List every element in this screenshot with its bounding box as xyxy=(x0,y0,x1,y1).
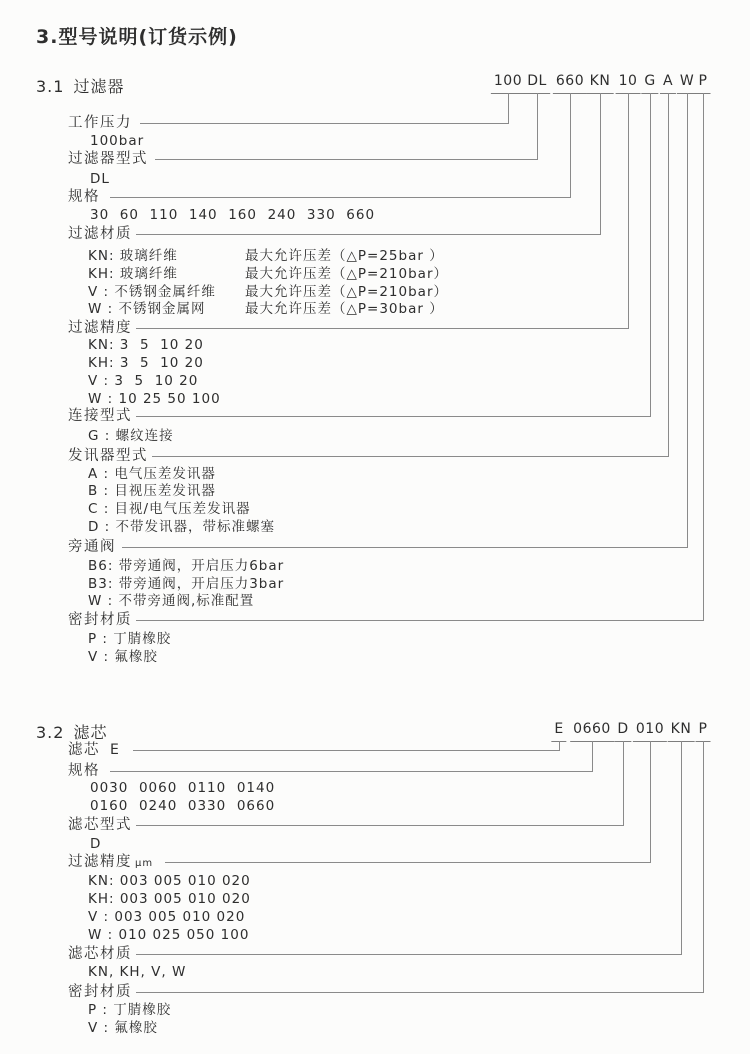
connector-hline-indicator xyxy=(152,456,669,457)
element-code-size: 0660 xyxy=(570,722,614,742)
connector-hline-size xyxy=(110,197,571,198)
element-section-number: 3.2 xyxy=(36,723,65,742)
detail-element-size-row1: 0030 0060 0110 0140 xyxy=(90,780,276,796)
filter-code-media: KN xyxy=(587,74,614,94)
detail-filter-type: DL xyxy=(90,171,110,187)
media-name: V : 不锈钢金属纤维 xyxy=(88,284,216,300)
media-name: W : 不锈钢金属网 xyxy=(88,301,206,317)
detail-media-v xyxy=(88,285,448,300)
detail-element-micron-kn: KN: 003 005 010 020 xyxy=(88,873,251,889)
detail-connection-g: G : 螺纹连接 xyxy=(88,428,174,444)
row-label-element-type: 滤芯型式 xyxy=(68,817,132,833)
element-code-prefix: E xyxy=(551,722,566,742)
element-code-micron: 010 xyxy=(633,722,667,742)
filter-section-number: 3.1 xyxy=(36,77,65,96)
media-name: KN: 玻璃纤维 xyxy=(88,248,178,264)
connector-vline-working-pressure xyxy=(508,93,509,123)
detail-media-kn xyxy=(88,249,444,264)
element-code-element-type: D xyxy=(614,722,631,742)
detail-micron-v: V : 3 5 10 20 xyxy=(88,373,199,389)
detail-size-options: 30 60 110 140 160 240 330 660 xyxy=(90,207,376,223)
row-label-connection: 连接型式 xyxy=(68,408,132,424)
connector-hline-connection xyxy=(136,416,651,417)
connector-vline-size xyxy=(570,93,571,197)
detail-micron-kh: KH: 3 5 10 20 xyxy=(88,355,204,371)
detail-indicator-b: B : 目视压差发讯器 xyxy=(88,483,216,499)
filter-code-filter-type: DL xyxy=(524,74,550,94)
row-label-working-pressure: 工作压力 xyxy=(68,115,132,131)
connector-vline-indicator xyxy=(668,93,669,456)
detail-bypass-b3: B3: 带旁通阀，开启压力3bar xyxy=(88,576,285,592)
connector-vline-element-seal xyxy=(703,741,704,992)
detail-seal-v: V : 氟橡胶 xyxy=(88,649,158,665)
filter-code-working-pressure: 100 xyxy=(491,74,525,94)
connector-vline-element-type xyxy=(623,741,624,825)
filter-code-seal: P xyxy=(696,74,711,94)
detail-element-micron-w: W : 010 025 050 100 xyxy=(88,927,250,943)
detail-media-w xyxy=(88,302,444,317)
connector-hline-element-media xyxy=(136,954,682,955)
connector-vline-element-size xyxy=(592,741,593,771)
connector-vline-media xyxy=(600,93,601,234)
connector-vline-element-prefix xyxy=(559,741,560,750)
media-maxdp: 最大允许压差（△P=210bar） xyxy=(245,266,448,282)
detail-element-seal-v: V : 氟橡胶 xyxy=(88,1020,158,1036)
row-label-filter-type: 过滤器型式 xyxy=(68,151,148,167)
connector-vline-element-media xyxy=(681,741,682,954)
media-maxdp: 最大允许压差（△P=30bar ） xyxy=(245,301,444,317)
detail-seal-p: P : 丁腈橡胶 xyxy=(88,631,172,647)
row-label-seal: 密封材质 xyxy=(68,612,132,628)
connector-hline-filter-type xyxy=(155,159,538,160)
detail-element-type-d: D xyxy=(90,836,102,852)
media-maxdp: 最大允许压差（△P=210bar） xyxy=(245,284,448,300)
detail-indicator-d: D : 不带发讯器，带标准螺塞 xyxy=(88,519,276,535)
filter-code-size: 660 xyxy=(553,74,587,94)
detail-element-size-row2: 0160 0240 0330 0660 xyxy=(90,798,276,814)
connector-hline-micron xyxy=(136,328,629,329)
row-label-size: 规格 xyxy=(68,189,100,205)
row-label-element-size: 规格 xyxy=(68,763,100,779)
row-label-indicator: 发讯器型式 xyxy=(68,448,148,464)
detail-micron-w: W : 10 25 50 100 xyxy=(88,391,221,407)
filter-code-connection: G xyxy=(641,74,658,94)
row-label-media: 过滤材质 xyxy=(68,226,132,242)
connector-vline-element-micron xyxy=(650,741,651,862)
row-label-micron: 过滤精度 xyxy=(68,320,132,336)
element-code-media: KN xyxy=(668,722,695,742)
element-section-title: 滤芯 xyxy=(73,723,108,742)
connector-vline-filter-type xyxy=(537,93,538,159)
detail-indicator-a: A : 电气压差发讯器 xyxy=(88,466,216,482)
detail-indicator-c: C : 目视/电气压差发讯器 xyxy=(88,501,251,517)
detail-micron-kn: KN: 3 5 10 20 xyxy=(88,337,204,353)
row-label-element-micron xyxy=(68,854,153,872)
element-prefix-value: E xyxy=(110,742,120,758)
detail-bypass-b6: B6: 带旁通阀，开启压力6bar xyxy=(88,558,285,574)
filter-section-heading xyxy=(36,74,124,97)
connector-vline-connection xyxy=(650,93,651,416)
detail-element-media-options: KN, KH, V, W xyxy=(88,964,187,980)
row-label-element-seal: 密封材质 xyxy=(68,984,132,1000)
media-maxdp: 最大允许压差（△P=25bar ） xyxy=(245,248,444,264)
connector-vline-bypass xyxy=(687,93,688,547)
filter-section-title: 过滤器 xyxy=(73,77,125,96)
connector-hline-element-size xyxy=(110,771,593,772)
element-micron-label: 过滤精度 xyxy=(68,854,132,870)
row-label-element-media: 滤芯材质 xyxy=(68,946,132,962)
connector-vline-seal xyxy=(703,93,704,620)
page-title: 3.型号说明(订货示例) xyxy=(36,26,238,48)
detail-element-micron-kh: KH: 003 005 010 020 xyxy=(88,891,251,907)
filter-code-indicator: A xyxy=(660,74,676,94)
connector-hline-media xyxy=(136,234,601,235)
micron-unit: μm xyxy=(135,858,154,869)
connector-hline-bypass xyxy=(122,547,688,548)
filter-code-micron: 10 xyxy=(616,74,641,94)
row-label-bypass: 旁通阀 xyxy=(68,539,116,555)
element-code-seal: P xyxy=(696,722,711,742)
connector-vline-micron xyxy=(628,93,629,328)
detail-working-pressure: 100bar xyxy=(90,133,145,149)
connector-hline-working-pressure xyxy=(140,123,509,124)
detail-element-micron-v: V : 003 005 010 020 xyxy=(88,909,246,925)
detail-element-seal-p: P : 丁腈橡胶 xyxy=(88,1002,172,1018)
detail-bypass-w: W : 不带旁通阀,标准配置 xyxy=(88,593,255,609)
media-name: KH: 玻璃纤维 xyxy=(88,266,178,282)
row-label-element: 滤芯 xyxy=(68,742,100,758)
element-section-heading xyxy=(36,720,107,743)
filter-code-bypass: W xyxy=(677,74,697,94)
connector-hline-element-micron xyxy=(165,862,651,863)
connector-hline-element-type xyxy=(136,825,624,826)
connector-hline-element-prefix xyxy=(133,750,560,751)
connector-hline-seal xyxy=(136,620,704,621)
connector-hline-element-seal xyxy=(136,992,704,993)
detail-media-kh xyxy=(88,267,448,282)
